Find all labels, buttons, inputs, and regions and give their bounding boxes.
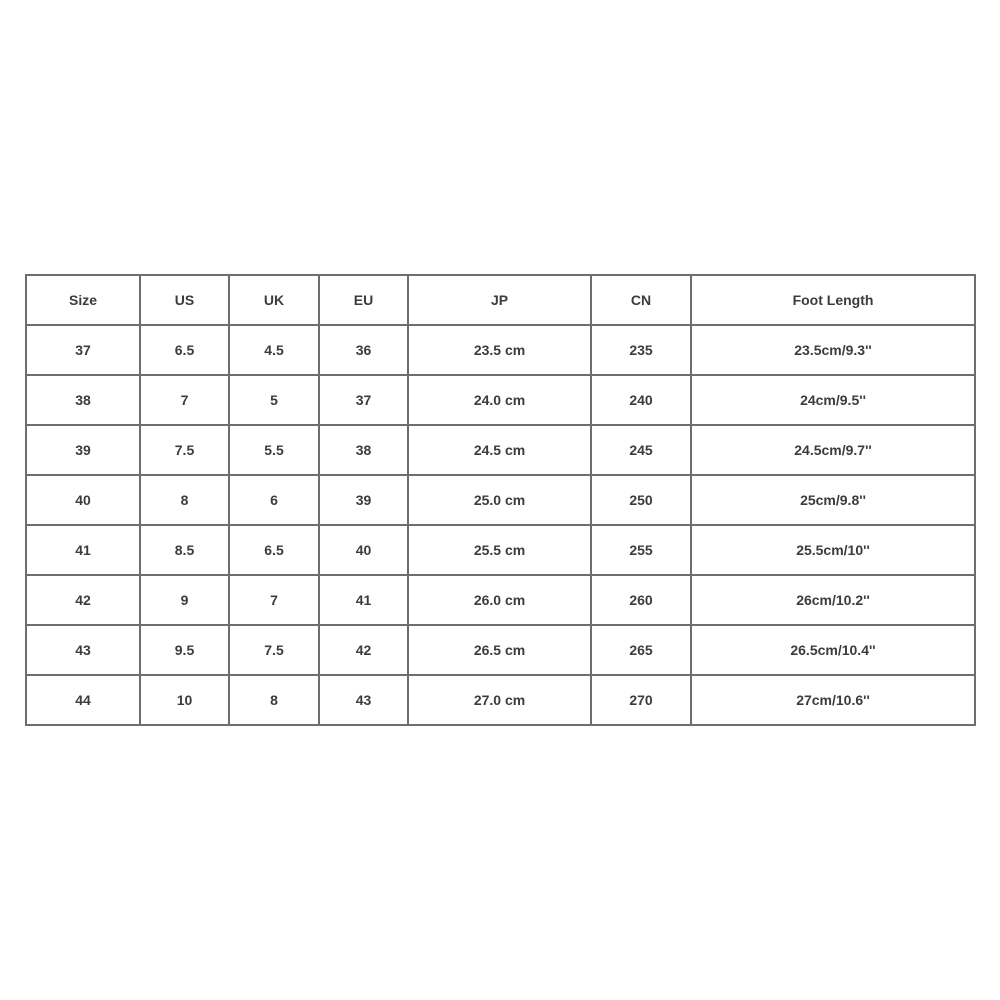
cell-eu: 36 [319,325,408,375]
cell-size: 43 [26,625,140,675]
cell-eu: 42 [319,625,408,675]
header-foot-length: Foot Length [691,275,975,325]
cell-eu: 43 [319,675,408,725]
cell-uk: 6.5 [229,525,319,575]
cell-us: 9 [140,575,229,625]
cell-size: 41 [26,525,140,575]
header-uk: UK [229,275,319,325]
cell-eu: 38 [319,425,408,475]
cell-jp: 26.0 cm [408,575,591,625]
size-chart-table [25,274,976,726]
table-row [26,575,975,625]
cell-jp: 25.0 cm [408,475,591,525]
cell-eu: 41 [319,575,408,625]
cell-cn: 265 [591,625,691,675]
table-row [26,325,975,375]
table-row [26,675,975,725]
cell-size: 40 [26,475,140,525]
cell-us: 7 [140,375,229,425]
header-size: Size [26,275,140,325]
cell-jp: 24.0 cm [408,375,591,425]
cell-eu: 37 [319,375,408,425]
cell-size: 38 [26,375,140,425]
header-cn: CN [591,275,691,325]
table-row [26,525,975,575]
cell-cn: 270 [591,675,691,725]
cell-cn: 250 [591,475,691,525]
cell-us: 9.5 [140,625,229,675]
cell-foot-length: 26cm/10.2'' [691,575,975,625]
cell-cn: 235 [591,325,691,375]
cell-us: 8 [140,475,229,525]
cell-jp: 23.5 cm [408,325,591,375]
cell-us: 8.5 [140,525,229,575]
cell-uk: 4.5 [229,325,319,375]
cell-uk: 7.5 [229,625,319,675]
cell-uk: 8 [229,675,319,725]
cell-foot-length: 24.5cm/9.7'' [691,425,975,475]
cell-size: 39 [26,425,140,475]
header-eu: EU [319,275,408,325]
cell-foot-length: 27cm/10.6'' [691,675,975,725]
cell-cn: 260 [591,575,691,625]
header-jp: JP [408,275,591,325]
table-row [26,375,975,425]
cell-size: 37 [26,325,140,375]
cell-eu: 39 [319,475,408,525]
cell-foot-length: 26.5cm/10.4'' [691,625,975,675]
cell-uk: 5 [229,375,319,425]
table-row [26,625,975,675]
table-row [26,475,975,525]
cell-jp: 27.0 cm [408,675,591,725]
cell-size: 44 [26,675,140,725]
cell-jp: 25.5 cm [408,525,591,575]
cell-us: 6.5 [140,325,229,375]
cell-foot-length: 25cm/9.8'' [691,475,975,525]
cell-size: 42 [26,575,140,625]
cell-us: 7.5 [140,425,229,475]
cell-us: 10 [140,675,229,725]
table-row [26,425,975,475]
cell-foot-length: 25.5cm/10'' [691,525,975,575]
cell-cn: 255 [591,525,691,575]
cell-uk: 5.5 [229,425,319,475]
cell-foot-length: 24cm/9.5'' [691,375,975,425]
header-row [26,275,975,325]
cell-cn: 240 [591,375,691,425]
cell-jp: 26.5 cm [408,625,591,675]
cell-cn: 245 [591,425,691,475]
cell-eu: 40 [319,525,408,575]
cell-jp: 24.5 cm [408,425,591,475]
cell-uk: 6 [229,475,319,525]
header-us: US [140,275,229,325]
cell-foot-length: 23.5cm/9.3'' [691,325,975,375]
cell-uk: 7 [229,575,319,625]
